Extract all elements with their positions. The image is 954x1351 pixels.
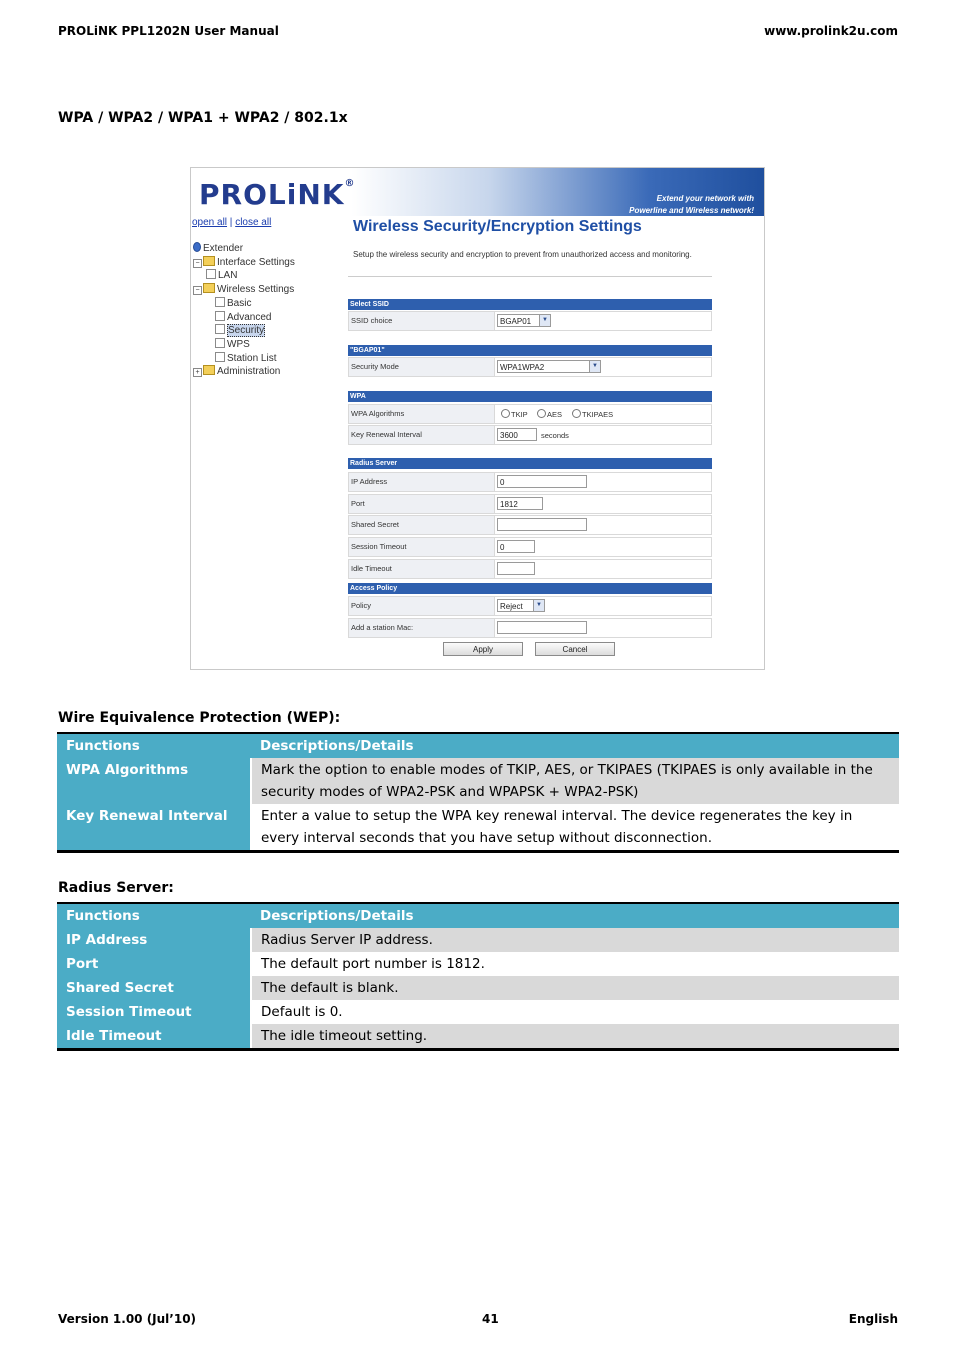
ssid-choice-row bbox=[348, 311, 712, 331]
key-renewal-label: Key Renewal Interval bbox=[349, 426, 495, 444]
wpa-section-header: WPA bbox=[348, 391, 712, 402]
nav-tree bbox=[193, 242, 295, 379]
cancel-button[interactable]: Cancel bbox=[535, 642, 615, 656]
table-row bbox=[57, 976, 899, 1000]
add-mac-row bbox=[348, 618, 712, 638]
add-mac-label: Add a station Mac: bbox=[349, 619, 495, 637]
idle-timeout-row bbox=[348, 559, 712, 579]
function-desc: Mark the option to enable modes of TKIP, AES, or TKIPAES (TKIPAES is only available in the security modes of WPA2-PSK and WPAPSK + WPA2-PSK) bbox=[251, 758, 899, 804]
security-mode-label: Security Mode bbox=[349, 358, 495, 376]
table-row bbox=[57, 952, 899, 976]
folder-icon bbox=[203, 283, 215, 293]
table-row bbox=[57, 1000, 899, 1024]
shared-secret-label: Shared Secret bbox=[349, 516, 495, 534]
tree-item-security[interactable]: Security bbox=[193, 324, 295, 338]
function-name: IP Address bbox=[57, 928, 251, 952]
function-desc: Radius Server IP address. bbox=[251, 928, 899, 952]
seconds-unit: seconds bbox=[541, 431, 569, 440]
function-desc: Enter a value to setup the WPA key renewal interval. The device regenerates the key in every interval seconds that you have setup without disconnection. bbox=[251, 804, 899, 852]
radio-aes[interactable]: AES bbox=[537, 409, 562, 419]
tree-item-basic[interactable]: Basic bbox=[193, 297, 295, 311]
page-title: Wireless Security/Encryption Settings bbox=[353, 218, 642, 235]
chevron-down-icon: ▼ bbox=[533, 600, 544, 611]
security-mode-select[interactable]: WPA1WPA2 ▼ bbox=[497, 360, 601, 373]
function-name: Shared Secret bbox=[57, 976, 251, 1000]
radio-tkipaes[interactable]: TKIPAES bbox=[572, 409, 613, 419]
session-timeout-label: Session Timeout bbox=[349, 538, 495, 556]
access-policy-header: Access Policy bbox=[348, 583, 712, 594]
folder-icon bbox=[203, 256, 215, 266]
section-title-wep: Wire Equivalence Protection (WEP): bbox=[58, 710, 341, 726]
divider bbox=[348, 276, 712, 277]
add-mac-input[interactable] bbox=[497, 621, 587, 634]
footer-language: English bbox=[848, 1312, 898, 1326]
policy-row bbox=[348, 596, 712, 616]
security-mode-row bbox=[348, 357, 712, 377]
shared-secret-input[interactable] bbox=[497, 518, 587, 531]
radio-tkip[interactable]: TKIP bbox=[501, 409, 528, 419]
page-icon bbox=[215, 338, 225, 348]
header-manual-title: PROLiNK PPL1202N User Manual bbox=[58, 24, 279, 38]
select-ssid-header: Select SSID bbox=[348, 299, 712, 310]
session-timeout-input[interactable]: 0 bbox=[497, 540, 535, 553]
idle-timeout-label: Idle Timeout bbox=[349, 560, 495, 578]
port-label: Port bbox=[349, 495, 495, 513]
page-description: Setup the wireless security and encryption to prevent from unauthorized access and monitoring. bbox=[353, 250, 692, 259]
function-name: Session Timeout bbox=[57, 1000, 251, 1024]
tree-item-interface-settings[interactable]: − Interface Settings bbox=[193, 256, 295, 270]
radius-table bbox=[57, 902, 899, 1051]
function-name: Idle Timeout bbox=[57, 1024, 251, 1050]
key-renewal-input[interactable]: 3600 bbox=[497, 428, 537, 441]
col-descriptions: Descriptions/Details bbox=[251, 733, 899, 758]
footer-page-number: 41 bbox=[482, 1312, 499, 1326]
tree-item-advanced[interactable]: Advanced bbox=[193, 311, 295, 325]
radius-section-header: Radius Server bbox=[348, 458, 712, 469]
pin-icon bbox=[193, 242, 201, 252]
table-row bbox=[57, 758, 899, 804]
tree-item-wps[interactable]: WPS bbox=[193, 338, 295, 352]
col-functions: Functions bbox=[57, 903, 251, 928]
open-all-link[interactable]: open all bbox=[192, 217, 228, 228]
function-desc: The idle timeout setting. bbox=[251, 1024, 899, 1050]
function-name: Key Renewal Interval bbox=[57, 804, 251, 852]
tree-item-lan[interactable]: LAN bbox=[193, 269, 295, 283]
wpa-algorithms-row bbox=[348, 404, 712, 424]
header-website: www.prolink2u.com bbox=[764, 24, 898, 38]
collapse-icon[interactable]: − bbox=[193, 286, 202, 295]
footer-version: Version 1.00 (Jul’10) bbox=[58, 1312, 197, 1326]
folder-icon bbox=[203, 365, 215, 375]
table-row bbox=[57, 928, 899, 952]
chevron-down-icon: ▼ bbox=[539, 315, 550, 326]
page-icon bbox=[206, 269, 216, 279]
ip-label: IP Address bbox=[349, 473, 495, 491]
collapse-icon[interactable]: − bbox=[193, 259, 202, 268]
tree-item-station-list[interactable]: Station List bbox=[193, 352, 295, 366]
function-name: Port bbox=[57, 952, 251, 976]
ssid-section-header: "BGAP01" bbox=[348, 345, 712, 356]
ssid-choice-label: SSID choice bbox=[349, 312, 495, 330]
function-name: WPA Algorithms bbox=[57, 758, 251, 804]
key-renewal-row bbox=[348, 425, 712, 445]
tree-item-wireless-settings[interactable]: − Wireless Settings bbox=[193, 283, 295, 297]
policy-label: Policy bbox=[349, 597, 495, 615]
table-row bbox=[57, 1024, 899, 1050]
col-functions: Functions bbox=[57, 733, 251, 758]
ip-row bbox=[348, 472, 712, 492]
page-icon bbox=[215, 297, 225, 307]
banner bbox=[191, 168, 764, 216]
router-ui-screenshot bbox=[190, 167, 765, 670]
tree-item-extender[interactable]: Extender bbox=[193, 242, 295, 256]
prolink-logo: PROLiNK® bbox=[199, 178, 356, 211]
col-descriptions: Descriptions/Details bbox=[251, 903, 899, 928]
ip-input[interactable]: 0 bbox=[497, 475, 587, 488]
expand-icon[interactable]: + bbox=[193, 368, 202, 377]
page-icon bbox=[215, 352, 225, 362]
wpa-algorithms-label: WPA Algorithms bbox=[349, 405, 495, 423]
tree-controls: open all | close all bbox=[192, 217, 272, 228]
table-row bbox=[57, 804, 899, 852]
session-timeout-row bbox=[348, 537, 712, 557]
function-desc: The default port number is 1812. bbox=[261, 956, 485, 972]
shared-secret-row bbox=[348, 515, 712, 535]
page-icon bbox=[215, 311, 225, 321]
port-input[interactable]: 1812 bbox=[497, 497, 543, 510]
function-desc: Default is 0. bbox=[261, 1004, 343, 1020]
section-title-radius: Radius Server: bbox=[58, 880, 174, 896]
page-icon bbox=[215, 324, 225, 334]
idle-timeout-input[interactable] bbox=[497, 562, 535, 575]
ssid-choice-select[interactable]: BGAP01 ▼ bbox=[497, 314, 551, 327]
close-all-link[interactable]: close all bbox=[235, 217, 272, 228]
apply-button[interactable]: Apply bbox=[443, 642, 523, 656]
banner-tagline: Extend your network with Powerline and Wireless network! bbox=[629, 194, 754, 215]
tree-item-administration[interactable]: + Administration bbox=[193, 365, 295, 379]
chevron-down-icon: ▼ bbox=[589, 361, 600, 372]
function-desc: The default is blank. bbox=[251, 976, 899, 1000]
port-row bbox=[348, 494, 712, 514]
policy-select[interactable]: Reject ▼ bbox=[497, 599, 545, 612]
wep-table bbox=[57, 732, 899, 853]
section-title-wpa: WPA / WPA2 / WPA1 + WPA2 / 802.1x bbox=[58, 110, 348, 126]
